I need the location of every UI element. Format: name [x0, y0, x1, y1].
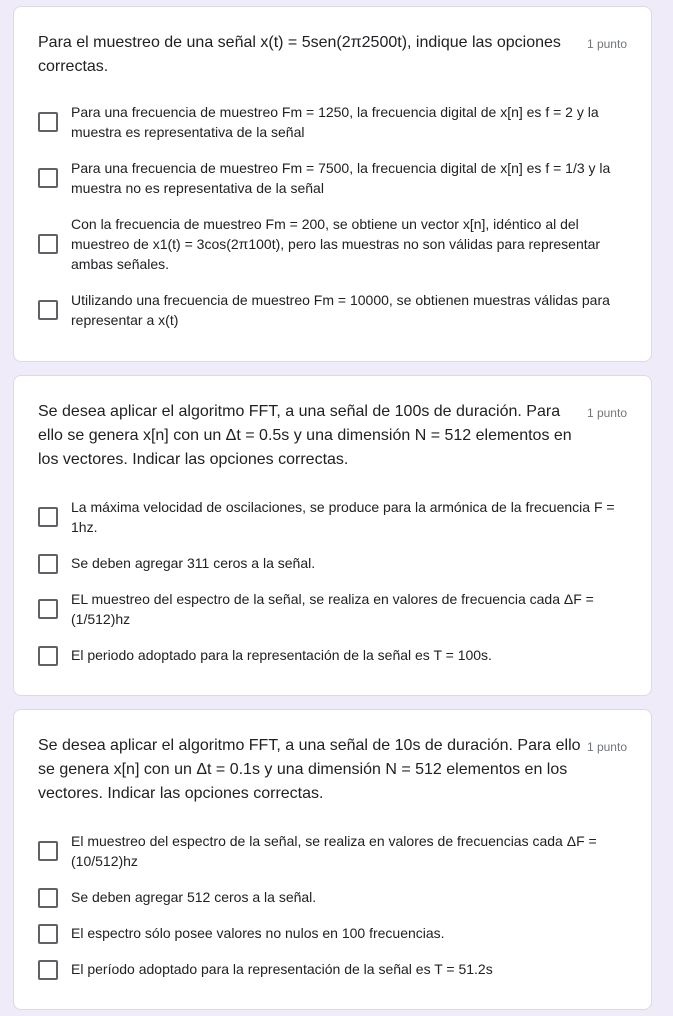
checkbox[interactable] [38, 924, 58, 944]
checkbox[interactable] [38, 300, 58, 320]
option-checkbox-item[interactable] [38, 553, 628, 577]
option-checkbox-item[interactable] [38, 290, 628, 334]
checkbox[interactable] [38, 507, 58, 527]
points-label: 1 punto [586, 406, 627, 420]
option-checkbox-item[interactable] [38, 589, 628, 633]
checkbox[interactable] [38, 888, 58, 908]
option-checkbox-item[interactable] [38, 887, 628, 911]
option-label: Se deben agregar 311 ceros a la señal. [71, 555, 316, 571]
option-checkbox-item[interactable] [38, 214, 628, 278]
option-label: El muestreo del espectro de la señal, se realiza en valores de frecuencias cada ΔF = (10/512)hz [71, 833, 597, 869]
checkbox[interactable] [38, 646, 58, 666]
points-label: 1 punto [586, 37, 627, 51]
question-card-2 [13, 375, 652, 696]
option-checkbox-item[interactable] [38, 102, 628, 146]
option-label: El espectro sólo posee valores no nulos en 100 frecuencias. [71, 925, 445, 941]
option-label: La máxima velocidad de oscilaciones, se produce para la armónica de la frecuencia F = 1hz. [71, 499, 615, 535]
option-checkbox-item[interactable] [38, 923, 628, 947]
question-card-1 [13, 6, 652, 362]
checkbox[interactable] [38, 554, 58, 574]
option-label: Para una frecuencia de muestreo Fm = 7500, la frecuencia digital de x[n] es f = 1/3 y la muestra no es representativa de la señal [71, 160, 611, 196]
points-label: 1 punto [586, 740, 627, 754]
option-label: El período adoptado para la representación de la señal es T = 51.2s [71, 961, 493, 977]
option-checkbox-item[interactable] [38, 497, 628, 541]
checkbox[interactable] [38, 960, 58, 980]
option-label: El periodo adoptado para la representación de la señal es T = 100s. [71, 647, 492, 663]
option-label: Para una frecuencia de muestreo Fm = 1250, la frecuencia digital de x[n] es f = 2 y la muestra es representativa de la señal [71, 104, 599, 140]
option-label: Se deben agregar 512 ceros a la señal. [71, 889, 317, 905]
option-checkbox-item[interactable] [38, 831, 628, 875]
checkbox[interactable] [38, 841, 58, 861]
option-checkbox-item[interactable] [38, 645, 628, 669]
option-checkbox-item[interactable] [38, 158, 628, 202]
checkbox[interactable] [38, 112, 58, 132]
checkbox[interactable] [38, 168, 58, 188]
question-title: Se desea aplicar el algoritmo FFT, a una señal de 10s de duración. Para ello se genera x[n] con un Δt = 0.1s y una dimensión N = 512 elementos en los vectores. Indicar las opciones correctas. [38, 737, 581, 802]
question-card-3 [13, 709, 652, 1010]
question-title: Para el muestreo de una señal x(t) = 5sen(2π2500t), indique las opciones correctas. [38, 34, 561, 75]
option-label: EL muestreo del espectro de la señal, se realiza en valores de frecuencia cada ΔF = (1/512)hz [71, 591, 594, 627]
option-label: Con la frecuencia de muestreo Fm = 200, se obtiene un vector x[n], idéntico al del muestreo de x1(t) = 3cos(2π100t), pero las muestras no son válidas para representar ambas señales. [71, 216, 601, 272]
option-label: Utilizando una frecuencia de muestreo Fm = 10000, se obtienen muestras válidas para representar a x(t) [71, 292, 610, 328]
question-title: Se desea aplicar el algoritmo FFT, a una señal de 100s de duración. Para ello se genera x[n] con un Δt = 0.5s y una dimensión N = 512 elementos en los vectores. Indicar las opciones correctas. [38, 403, 572, 468]
checkbox[interactable] [38, 599, 58, 619]
option-checkbox-item[interactable] [38, 959, 628, 983]
checkbox[interactable] [38, 234, 58, 254]
